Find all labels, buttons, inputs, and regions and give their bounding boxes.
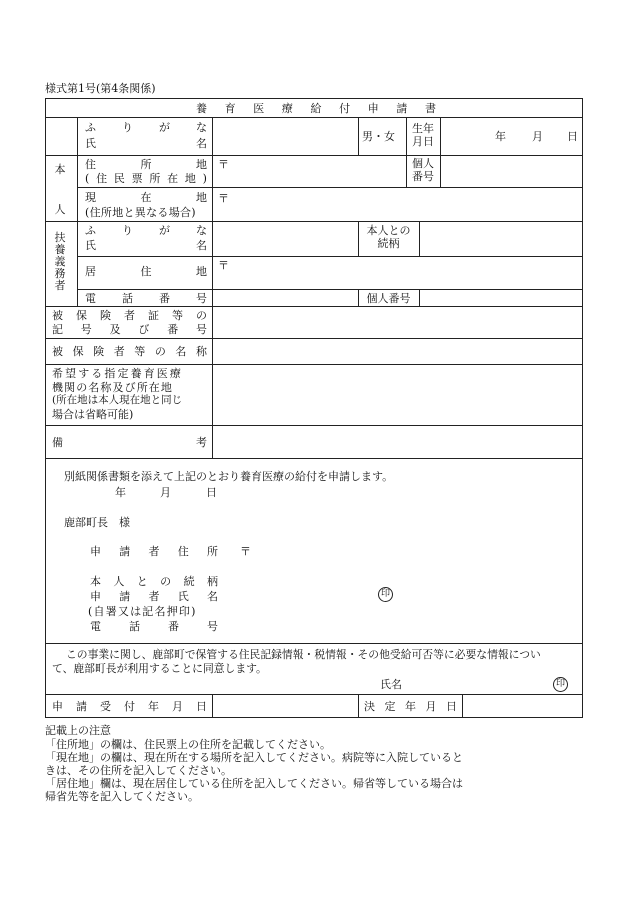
- form-number: 様式第1号(第4条関係): [45, 82, 156, 95]
- applicant-phone-label: 電 話 番 号: [90, 620, 218, 633]
- note-line: 「居住地」欄は、現在居住している住所を記入してください。帰省等している場合は: [45, 777, 463, 790]
- guardian-section-label: 扶養義務者: [54, 231, 66, 292]
- remarks-label: 備 考: [52, 436, 207, 449]
- declaration-day-unit: 日: [206, 486, 217, 499]
- applicant-section-label: 本人: [54, 163, 66, 216]
- received-date-label: 申 請 受 付 年 月 日: [52, 700, 207, 713]
- birth-day-unit: 日: [567, 130, 578, 143]
- residence-label: 居 住 地: [85, 265, 207, 278]
- applicant-name-label: 申 請 者 氏 名: [90, 590, 218, 603]
- form-title: 養 育 医 療 給 付 申 請 書: [196, 102, 436, 115]
- applicant-furigana-label: ふ り が な: [85, 121, 207, 134]
- note-line: きは、その住所を記入してください。: [45, 764, 232, 777]
- guardian-name-label: 氏 名: [85, 239, 207, 252]
- address-note: ( 住 民 票 所 在 地 ): [85, 172, 207, 185]
- consent-name-label: 氏名: [380, 678, 402, 691]
- guardian-id-label: 個人番号: [366, 292, 411, 305]
- address-postal-mark: 〒: [218, 158, 229, 171]
- birth-month-unit: 月: [532, 130, 543, 143]
- residence-postal-mark: 〒: [218, 259, 229, 272]
- address-label: 住 所 地: [85, 158, 207, 171]
- applicant-name-label: 氏 名: [85, 137, 207, 150]
- consent-seal-icon: 印: [553, 677, 568, 692]
- declaration-month-unit: 月: [160, 486, 171, 499]
- birth-year-unit: 年: [495, 130, 506, 143]
- guardian-phone-label: 電 話 番 号: [85, 292, 207, 305]
- applicant-postal-mark: 〒: [240, 545, 251, 558]
- insurance-card-label-line2: 記 号 及 び 番 号: [52, 323, 207, 336]
- applicant-seal-icon: 印: [378, 587, 393, 602]
- guardian-furigana-label: ふ り が な: [85, 224, 207, 237]
- signature-note: (自署又は記名押印): [88, 605, 197, 618]
- insured-name-label: 被 保 険 者 等 の 名 称: [52, 345, 207, 358]
- sex-selector[interactable]: 男・女: [362, 130, 395, 143]
- notes-heading: 記載上の注意: [45, 724, 111, 737]
- consent-line2: て、鹿部町長が利用することに同意します。: [52, 662, 267, 675]
- declaration-year-unit: 年: [115, 486, 126, 499]
- decision-date-label: 決 定 年 月 日: [364, 700, 457, 713]
- current-postal-mark: 〒: [218, 192, 229, 205]
- note-line: 帰省先等を記入してください。: [45, 790, 199, 803]
- addressee: 鹿部町長 様: [64, 516, 130, 529]
- applicant-address-label: 申 請 者 住 所: [90, 545, 218, 558]
- applicant-id-label: 個人 番号: [412, 157, 434, 183]
- relation-label: 本 人 と の 続 柄: [90, 575, 218, 588]
- note-line: 「現在地」の欄は、現在所在する場所を記入してください。病院等に入院していると: [45, 751, 463, 764]
- guardian-relation-label: 本人との 続柄: [366, 224, 411, 250]
- current-address-note: (住所地と異なる場合): [85, 206, 196, 219]
- hospital-label: 希望する指定養育医療 機関の名称及び所在地 (所在地は本人現在地と同じ 場合は省略可能): [52, 367, 183, 421]
- insurance-card-label-line1: 被 保 険 者 証 等 の: [52, 309, 207, 322]
- declaration-statement: 別紙関係書類を添えて上記のとおり養育医療の給付を申請します。: [64, 470, 394, 483]
- consent-line1: この事業に関し、鹿部町で保管する住民記録情報・税情報・その他受給可否等に必要な情報につい: [66, 648, 541, 661]
- birth-date-label: 生年 月日: [412, 122, 434, 148]
- current-address-label: 現 在 地: [85, 191, 207, 204]
- note-line: 「住所地」の欄は、住民票上の住所を記載してください。: [45, 738, 331, 751]
